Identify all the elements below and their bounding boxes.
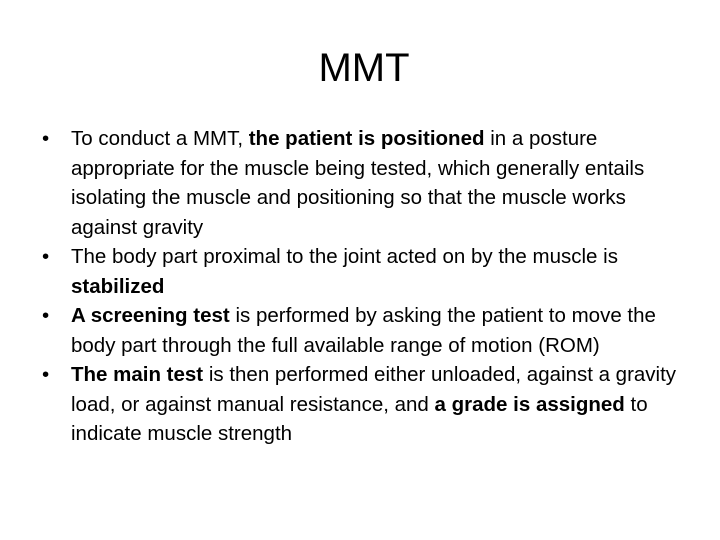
bullet-text-bold: the patient is positioned <box>248 127 485 150</box>
bullet-item <box>36 301 696 360</box>
bullet-text-bold: The main test <box>71 363 204 386</box>
bullet-text-bold: A screening test <box>71 304 230 327</box>
bullet-text-bold: a grade is assigned <box>434 392 625 416</box>
bullet-item <box>36 242 696 301</box>
bullet-item <box>36 360 696 449</box>
bullet-text-segment: To conduct a MMT, <box>71 127 249 150</box>
bullet-text-bold: stabilized <box>71 274 165 298</box>
bullet-text-segment: is performed by asking the patient to move the body part through the full available range of motion (ROM) <box>71 304 656 357</box>
bullet-list <box>36 124 696 449</box>
bullet-text-segment: is then performed either unloaded, against a gravity load, or against manual resistance, and <box>71 363 677 416</box>
slide-title: MMT <box>318 46 410 90</box>
bullet-icon: • <box>42 127 50 150</box>
bullet-item <box>36 124 696 242</box>
bullet-icon: • <box>42 304 50 327</box>
bullet-icon: • <box>42 245 50 268</box>
bullet-text-segment: in a posture appropriate for the muscle being tested, which generally entails isolating the muscle and positioning so that the muscle works against gravity <box>71 127 645 239</box>
bullet-icon: • <box>42 363 50 386</box>
bullet-text-segment: The body part proximal to the joint acted on by the muscle is <box>71 245 618 268</box>
bullet-text-segment: to indicate muscle strength <box>71 392 648 445</box>
